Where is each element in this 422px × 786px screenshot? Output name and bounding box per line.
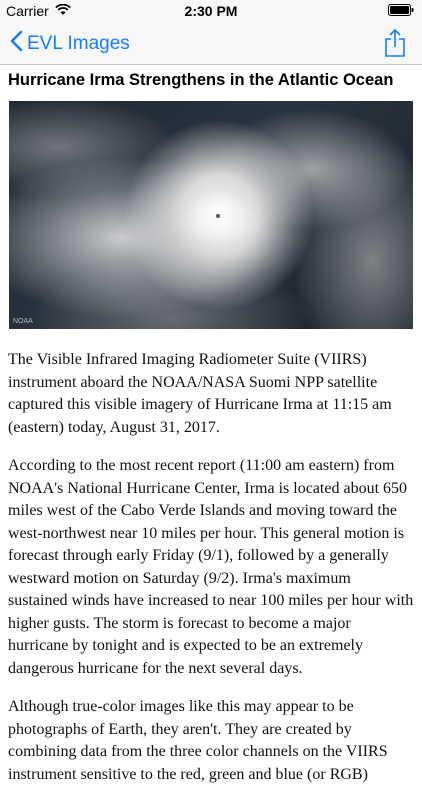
back-button[interactable] <box>10 30 130 58</box>
share-icon <box>384 45 406 62</box>
article-paragraph-2: According to the most recent report (11:00 am eastern) from NOAA's National Hurricane Center, Irma is located about 650 miles west of the Cabo Verde Islands and moving toward the west-northwest near 10 miles per hour. This general motion is forecast through early Friday (9/1), followed by a generally westward motion on Saturday (9/2). Irma's maximum sustained winds have increased to near 100 miles per hour with higher gusts. The storm is forecast to become a major hurricane by tonight and is expected to be an extremely dangerous hurricane for the next several days. <box>8 457 414 677</box>
status-right <box>388 3 414 19</box>
back-button-label: EVL Images <box>27 33 130 54</box>
hurricane-satellite-image <box>9 101 413 329</box>
status-time: 2:30 PM <box>184 3 238 19</box>
article-paragraph-1: The Visible Infrared Imaging Radiometer Suite (VIIRS) instrument aboard the NOAA/NASA Suomi NPP satellite captured this visible imagery of Hurricane Irma at 11:15 am (eastern) today, August 31, 2017. <box>8 351 392 436</box>
chevron-left-icon <box>10 30 23 58</box>
article-title: Hurricane Irma Strengthens in the Atlantic Ocean <box>8 71 394 89</box>
image-credit: NOAA <box>13 318 33 325</box>
hurricane-eye <box>216 214 220 218</box>
article-paragraph-3: Although true-color images like this may appear to be photographs of Earth, they aren't. They are created by combining data from the three color channels on the VIIRS instrument sensitive to the red, green and blue (or RGB) <box>8 698 388 783</box>
carrier-label: Carrier <box>6 3 49 19</box>
status-bar <box>0 0 422 22</box>
navigation-bar <box>0 22 422 65</box>
article-content <box>0 65 422 786</box>
share-button[interactable] <box>384 28 406 63</box>
battery-icon <box>388 3 414 19</box>
